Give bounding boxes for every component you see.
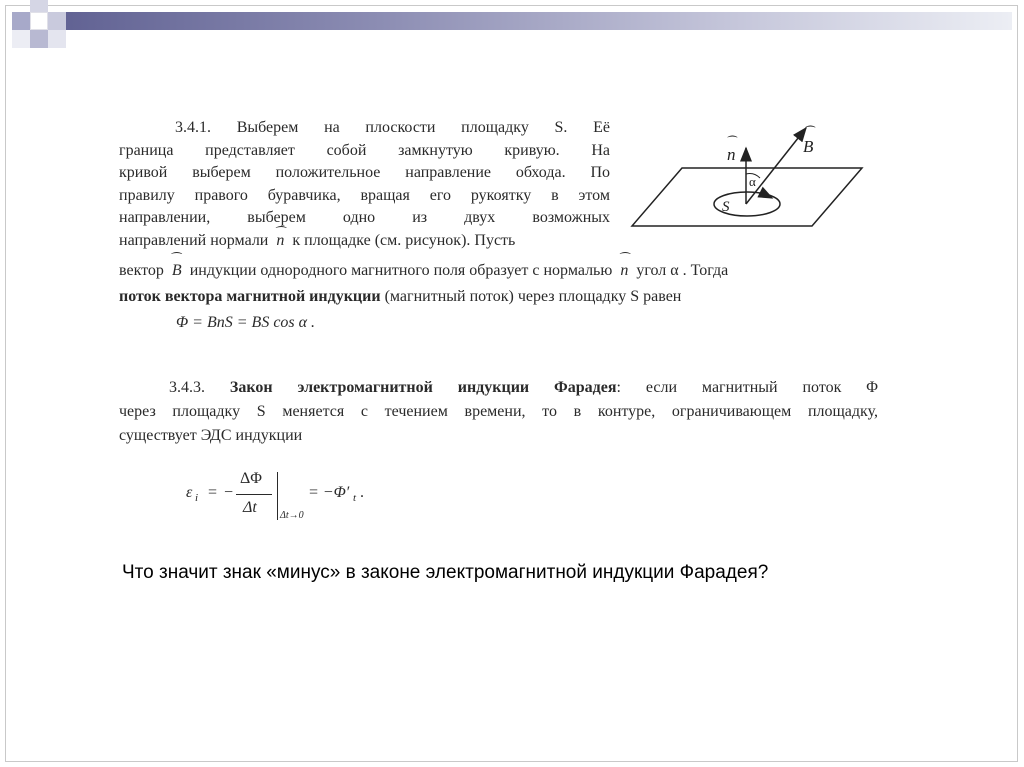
text-run: существует ЭДС индукции [119, 427, 303, 444]
b-label: B [803, 137, 814, 156]
text-line [119, 376, 878, 400]
normal-vector-symbol: ⁀ n [276, 232, 284, 249]
b-label-accent: ⁀ [806, 127, 815, 139]
deco-square-5 [48, 30, 66, 48]
vector-angle-line [119, 262, 728, 280]
plane-shape [632, 168, 862, 226]
area-label: S [722, 199, 730, 215]
deco-square-3 [48, 12, 66, 30]
deco-square-6 [12, 30, 30, 48]
deco-square-2 [30, 12, 48, 30]
text-run: правилу правого буравчика, вращая его рукоятку в этом [119, 186, 610, 204]
minus-sign: − [224, 484, 234, 501]
text-run: направлений нормали [119, 231, 269, 249]
text-run: (магнитный поток) через площадку S равен [384, 288, 682, 305]
deco-square-4 [30, 30, 48, 48]
deco-square-7 [30, 0, 48, 12]
deco-square-1 [12, 12, 30, 30]
text-run: индукции однородного магнитного поля образует с нормалью [189, 262, 613, 279]
flux-term: поток вектора магнитной индукции [119, 288, 381, 305]
b-vector-symbol: ⁀ B [172, 262, 182, 279]
section-343-paragraph [119, 376, 878, 448]
limit-subscript: Δt→0 [280, 510, 304, 521]
text-run: через площадку S меняется с течением времени, то в контуре, ограничивающем площадку, [119, 403, 878, 420]
alpha-label: α [749, 174, 756, 189]
b-vector-line [746, 128, 806, 204]
text-line [119, 162, 610, 185]
fraction-numerator: ΔΦ [240, 470, 262, 487]
text-run: направлении, выберем одно из двух возможных [119, 209, 610, 226]
header-gradient-bar [40, 12, 1012, 30]
text-run: к площадке (см. рисунок). Пусть [292, 231, 516, 249]
text-line [119, 400, 878, 424]
result-term: = −Φ′ [308, 484, 350, 501]
flux-formula [176, 314, 315, 332]
text-line [119, 230, 610, 253]
equals-sign: = [208, 484, 218, 501]
law-title: Закон электромагнитной индукции Фарадея [229, 379, 617, 396]
emf-symbol: ε [186, 484, 193, 501]
section-341-paragraph [119, 117, 610, 252]
text-line [119, 140, 610, 163]
evaluation-bar [277, 472, 278, 520]
normal-label-accent: ⁀ [728, 137, 737, 149]
question-text: Что значит знак «минус» в законе электромагнитной индукции Фарадея? [122, 562, 769, 583]
formula-text: Φ = BnS = BS cos α . [176, 314, 316, 331]
text-run: : если магнитный поток Φ [616, 379, 878, 396]
normal-vector-symbol: ⁀ n [620, 262, 628, 279]
normal-label: n [727, 145, 736, 164]
flux-diagram [628, 122, 878, 234]
result-subscript: t [353, 492, 357, 504]
text-line [119, 117, 610, 140]
text-run: вектор [119, 262, 164, 279]
text-line [119, 207, 610, 230]
text-run: кривой выберем положительное направление обхода. По [119, 164, 610, 181]
section-number: 3.4.3. [169, 379, 205, 396]
text-line [119, 424, 878, 448]
text-line [119, 185, 610, 208]
emf-subscript: i [195, 492, 199, 504]
text-run: угол α . Тогда [636, 262, 729, 279]
flux-definition-line [119, 288, 681, 306]
text-run: граница представляет собой замкнутую кривую. На [119, 141, 610, 159]
fraction-denominator: Δt [243, 499, 257, 516]
text-run: 3.4.1. Выберем на плоскости площадку S. Её [175, 119, 610, 136]
fraction-bar [236, 494, 272, 495]
period: . [360, 484, 364, 501]
faraday-formula [186, 470, 386, 530]
